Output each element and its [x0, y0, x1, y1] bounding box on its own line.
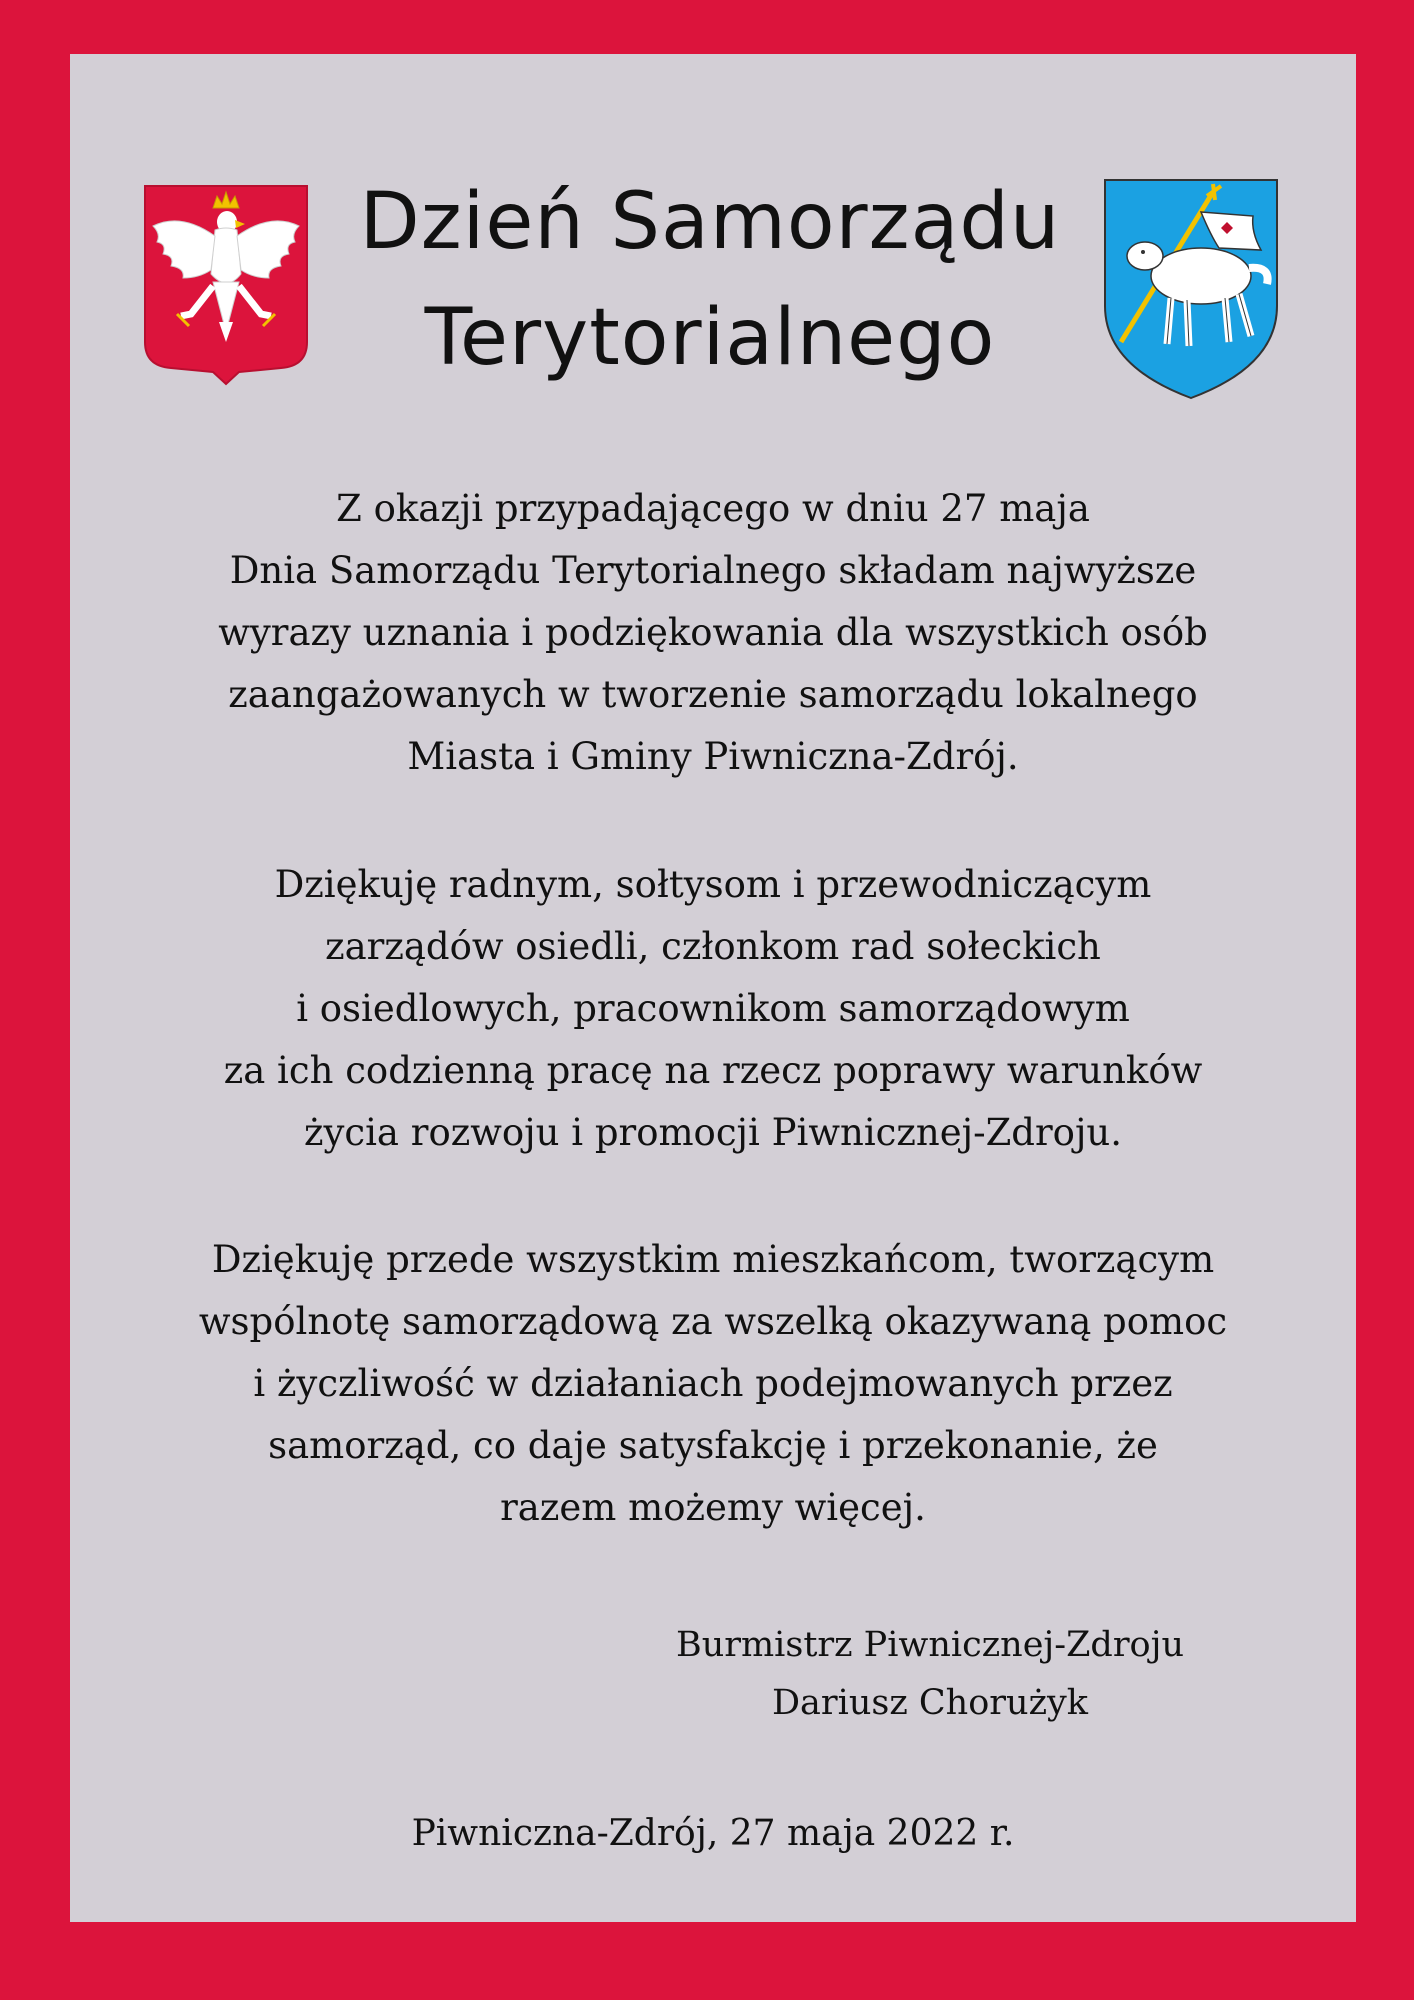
- text-line: Dnia Samorządu Terytorialnego składam najwyższe: [229, 549, 1197, 592]
- text-line: i osiedlowych, pracownikom samorządowym: [296, 987, 1130, 1030]
- text-line: razem możemy więcej.: [500, 1486, 926, 1529]
- text-line: wyrazy uznania i podziękowania dla wszystkich osób: [218, 611, 1208, 654]
- title-line-2: Terytorialnego: [424, 293, 996, 383]
- page-title: [300, 164, 1120, 396]
- place-date: Piwniczna-Zdrój, 27 maja 2022 r.: [411, 1813, 1015, 1854]
- signature-name: Dariusz Chorużyk: [771, 1683, 1088, 1723]
- text-line: zarządów osiedli, członkom rad sołeckich: [325, 925, 1101, 968]
- title-line-1: Dzień Samorządu: [359, 177, 1061, 267]
- text-line: i życzliwość w działaniach podejmowanych przez: [253, 1362, 1173, 1405]
- document-panel: [70, 54, 1356, 1922]
- text-line: życia rozwoju i promocji Piwnicznej-Zdroju.: [303, 1111, 1123, 1154]
- text-line: za ich codzienną pracę na rzecz poprawy warunków: [223, 1049, 1203, 1092]
- text-line: wspólnotę samorządową za wszelką okazywaną pomoc: [198, 1300, 1228, 1343]
- text-line: Miasta i Gminy Piwniczna-Zdrój.: [407, 735, 1019, 778]
- signature-block: [670, 1616, 1190, 1732]
- paragraph-greeting: [110, 478, 1316, 788]
- signature-role: Burmistrz Piwnicznej-Zdroju: [675, 1625, 1185, 1665]
- text-line: Dziękuję radnym, sołtysom i przewodniczącym: [274, 863, 1152, 906]
- text-line: Z okazji przypadającego w dniu 27 maja: [336, 487, 1090, 530]
- text-line: zaangażowanych w tworzenie samorządu lokalnego: [228, 673, 1198, 716]
- paragraph-thanks-residents: [110, 1229, 1316, 1539]
- lamb-with-banner-coat-of-arms-icon: [1101, 176, 1281, 402]
- paragraph-thanks-officials: [110, 854, 1316, 1164]
- text-line: Dziękuję przede wszystkim mieszkańcom, tworzącym: [211, 1238, 1215, 1281]
- polish-white-eagle-icon: [141, 182, 311, 386]
- text-line: samorząd, co daje satysfakcję i przekonanie, że: [268, 1424, 1158, 1467]
